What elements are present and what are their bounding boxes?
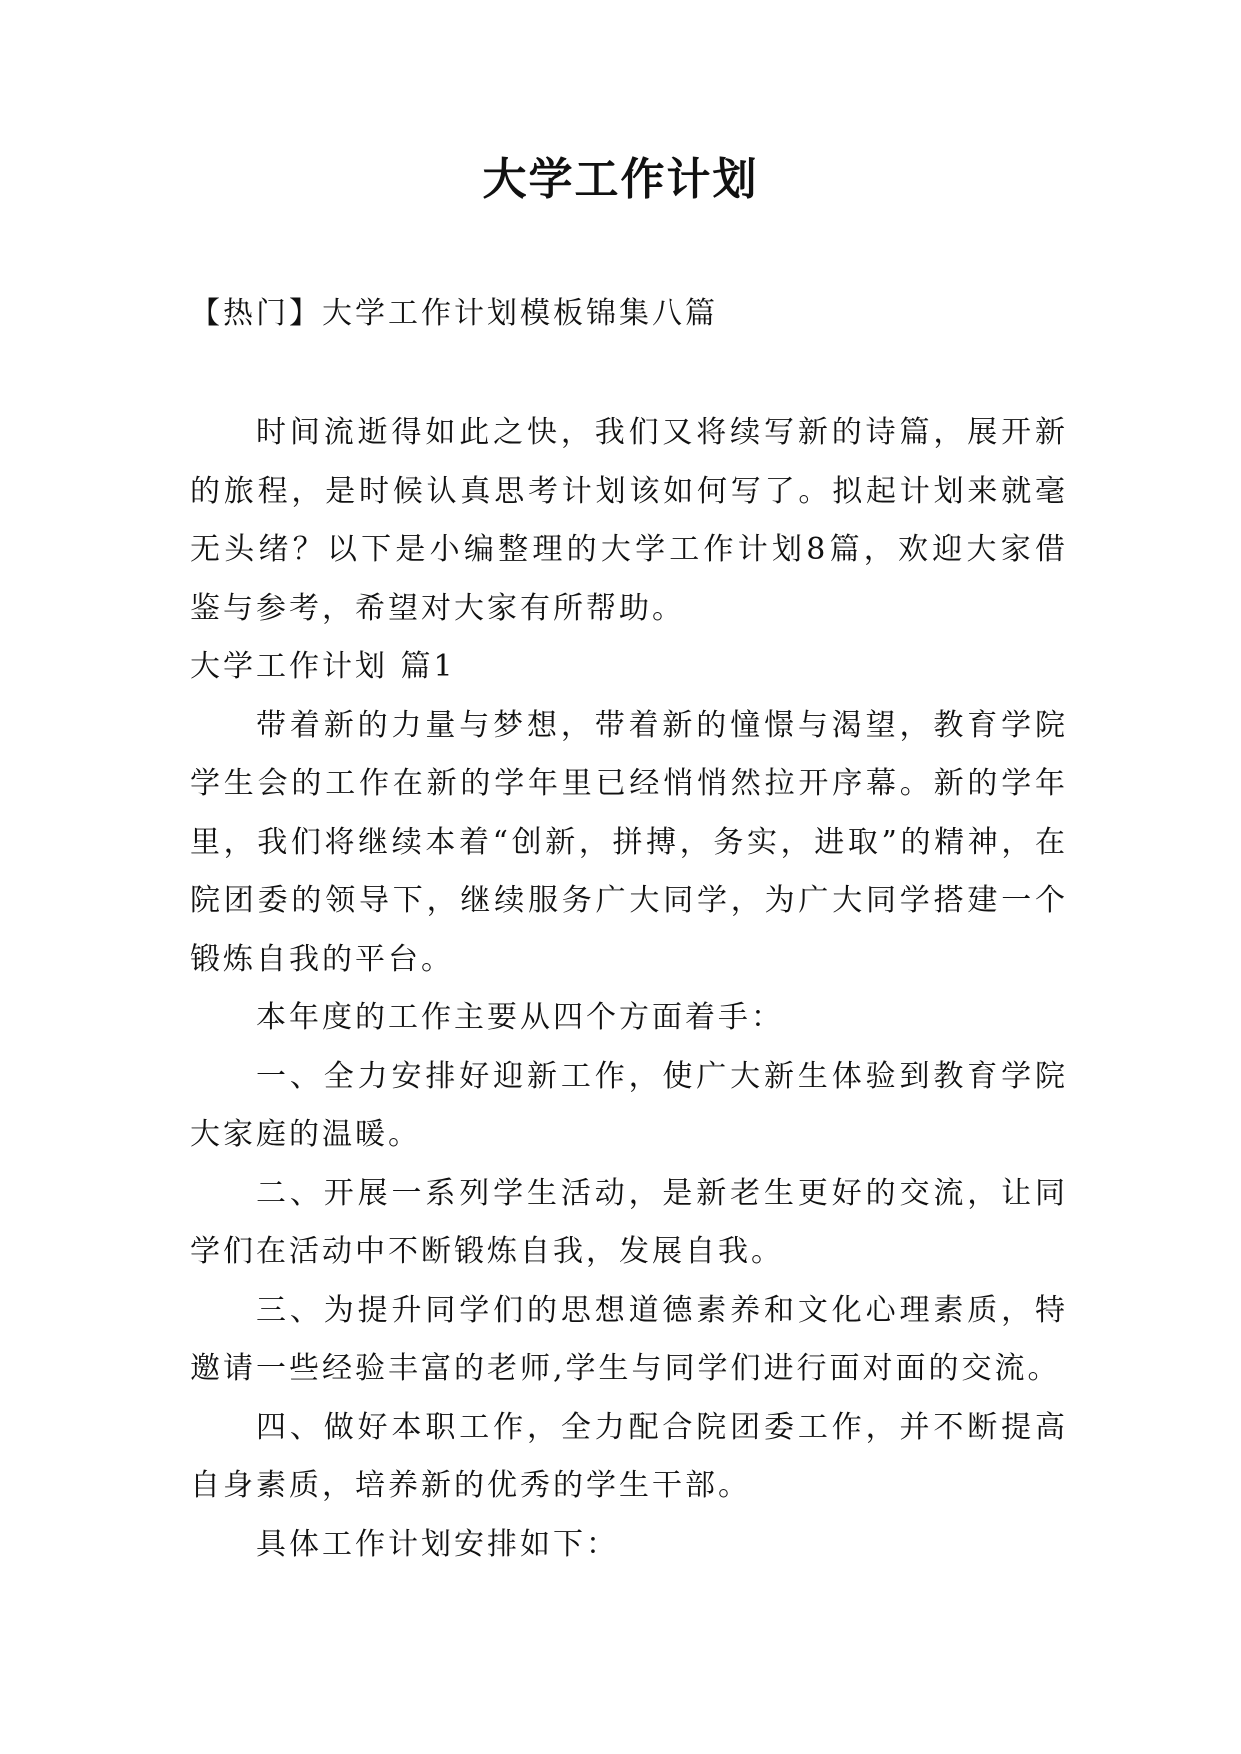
list-item-2: 二、开展一系列学生活动，是新老生更好的交流，让同学们在活动中不断锻炼自我，发展自我。 xyxy=(190,1175,1068,1269)
body-paragraph: 带着新的力量与梦想，带着新的憧憬与渴望，教育学院学生会的工作在新的学年里已经悄悄然拉开序幕。新的学年里，我们将继续本着“创新，拼搏，务实，进取”的精神，在院团委的领导下，继续服务广大同学，为广大同学搭建一个锻炼自我的平台。 xyxy=(190,707,1068,977)
list-item-4: 四、做好本职工作，全力配合院团委工作，并不断提高自身素质，培养新的优秀的学生干部。 xyxy=(190,1409,1068,1503)
body-paragraph: 本年度的工作主要从四个方面着手： xyxy=(256,1000,784,1035)
list-item-3: 三、为提升同学们的思想道德素养和文化心理素质，特邀请一些经验丰富的老师,学生与同学们进行面对面的交流。 xyxy=(190,1292,1068,1386)
list-item-1: 一、全力安排好迎新工作，使广大新生体验到教育学院大家庭的温暖。 xyxy=(190,1058,1068,1152)
intro-paragraph: 时间流逝得如此之快，我们又将续写新的诗篇，展开新的旅程，是时候认真思考计划该如何写了。拟起计划来就毫无头绪？以下是小编整理的大学工作计划8篇，欢迎大家借鉴与参考，希望对大家有所帮助。 xyxy=(190,415,1068,626)
document-subtitle: 【热门】大学工作计划模板锦集八篇 xyxy=(190,296,718,331)
section-heading-1: 大学工作计划 篇1 xyxy=(190,649,456,684)
document-body xyxy=(190,404,1068,1574)
document-title: 大学工作计划 xyxy=(482,154,759,205)
body-paragraph: 具体工作计划安排如下： xyxy=(256,1526,619,1562)
